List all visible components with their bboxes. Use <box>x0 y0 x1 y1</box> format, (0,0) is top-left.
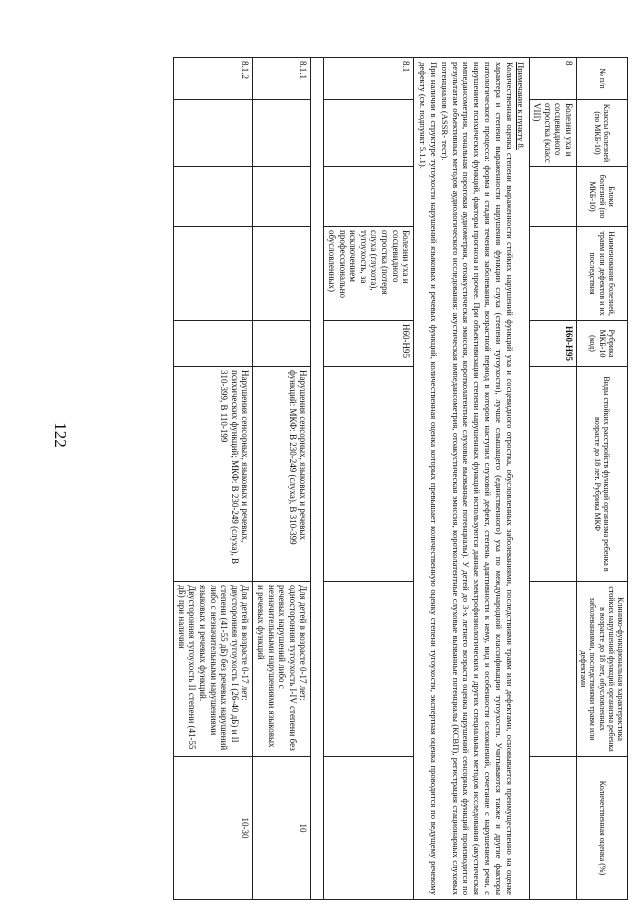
row811-functions: Нарушения сенсорных, языковых и речевых функций: МКФ: В 230-249 (слуха), В 310-399 <box>253 367 311 582</box>
table-row <box>253 58 311 900</box>
table-row <box>529 58 576 900</box>
page-number: 122 <box>51 422 70 448</box>
header-code: Рубрика МКБ-10 (код) <box>577 321 628 367</box>
header-classes: Классы болезней (по МКБ-10) <box>577 100 628 167</box>
note-paragraph-2: При наличии в структуре тугоухости нарушений языковых и речевых функций, количественная оценка которых превышает количественную оценку степени тугоухости, экспертная оценка проводится по ведущему речевому дефекту (см. подпункт 5.1.1). <box>418 62 439 895</box>
table-row <box>174 58 253 900</box>
disability-criteria-table <box>173 57 628 900</box>
row812-characteristic: Для детей в возрасте 0-17 лет: двусторонняя тугоухость I (26-40 дБ) и II степени (41-55 дБ) без речевых нарушений либо с незначительными нарушениями языковых и речевых функций. Двусторонняя тугоухость II степени (41-55 дБ) при наличии <box>174 582 253 757</box>
header-names: Наименования болезней, травм или дефектов и их последствия <box>577 227 628 321</box>
table-row <box>311 58 324 900</box>
row81-num: 8.1 <box>324 58 414 100</box>
note-row <box>414 58 529 900</box>
row812-functions: Нарушения сенсорных, языковых и речевых, психических функций; МКФ: В 230-249 (слуха), В 310-399, В 110-199 <box>174 367 253 582</box>
table-header-row <box>577 58 628 900</box>
row8-num: 8 <box>529 58 576 100</box>
row811-characteristic: Для детей в возрасте 0-17 лет: односторонняя тугоухость I-IV степени без речевых нарушений либо с незначительными нарушениями языковых и речевых функций <box>253 582 311 757</box>
header-functions: Виды стойких расстройств функций организма ребенка в возрасте до 18 лет. Рубрика МКФ <box>577 367 628 582</box>
note-title: Примечание к пункту 8. <box>515 62 526 150</box>
row811-score: 10 <box>253 757 311 900</box>
header-blocks: Блоки болезней (по МКБ-10) <box>577 167 628 227</box>
row811-num: 8.1.1 <box>253 58 311 100</box>
header-characteristic: Клинико-функциональная характеристика стойких нарушений функций организма ребенка в возрасте до 18 лет, обусловленных заболеваниями, последствиями травм или дефектами <box>577 582 628 757</box>
row8-class: Болезни уха и сосцевидного отростка (класс VIII) <box>529 100 576 167</box>
note-paragraph-1: Количественная оценка степени выраженности стойких нарушений функций уха и сосцевидного отростка, обусловленных заболеваниями, последствиями травм или дефектами, основывается преимущественно на оценке характера и степени выраженности нарушения функции слуха (степени тугоухости), лучше слышащего (единственного) уха по международной классификации тугоухости. Учитываются также и другие факторы патологического процесса: форма и стадия течения заболевания, возрастной период в котором наступил слуховой дефект, степень адаптивности к нему, вид и особенности осложнений, сочетание с нарушением речи, с нарушением психических функций, факторы прогноза и прочее. При объективизации степени нарушенных функций используются данные электрофизиологических и других специальных методов исследования (акустическая импедансометрия, тональная пороговая аудиометрия, отоакустическая эмиссия, коротколатентные слуховые вызванные потенциалы). У детей до 3-х летнего возраста оценка нарушений сенсорных функций производится по результатам объективных методов аудиологического исследования: акустическая импедансометрия, отоакустическая эмиссия, коротколатентные слуховые вызванные потенциалы (КСВП), регистрация стационарных слуховых потенциалов (ASSR- тест). <box>439 62 515 895</box>
row81-name: Болезни уха и сосцевидного отростка (потеря слуха (глухота), тугоухость, за исключением профессионально обусловленных) <box>324 227 414 321</box>
header-num: № п/п <box>577 58 628 100</box>
document-table-sheet <box>115 57 628 899</box>
row812-score: 10-30 <box>174 757 253 900</box>
note-cell <box>414 58 529 900</box>
header-score: Количественная оценка (%) <box>577 757 628 900</box>
row81-code: H60-H95 <box>324 321 414 367</box>
table-row <box>324 58 414 900</box>
row812-num: 8.1.2 <box>174 58 253 100</box>
row8-code: H60-H95 <box>529 321 576 367</box>
